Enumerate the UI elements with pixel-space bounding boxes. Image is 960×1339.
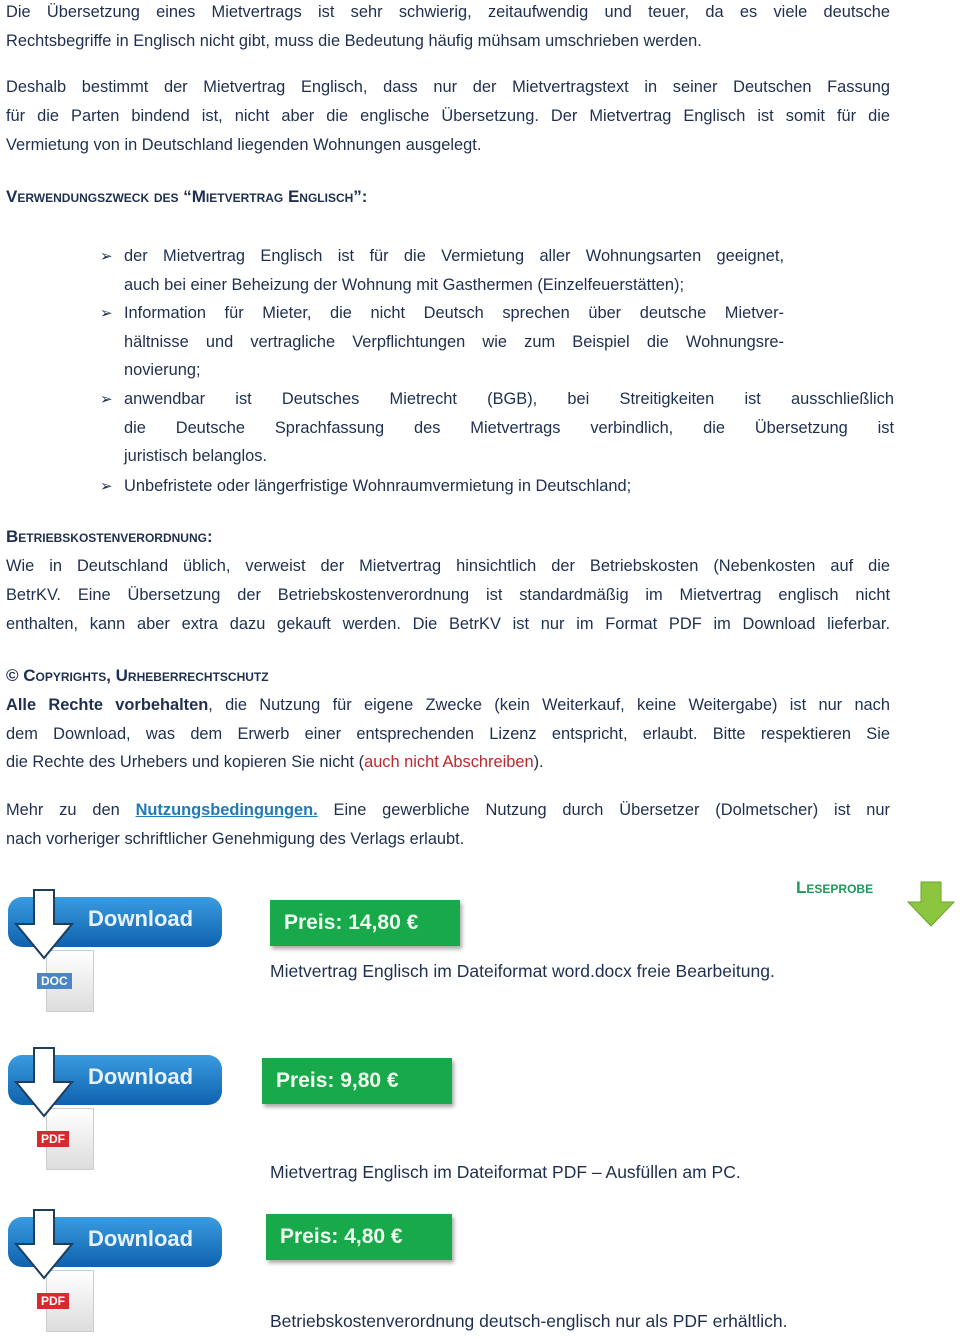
- green-down-arrow-icon[interactable]: [906, 880, 956, 928]
- download-caption: Mietvertrag Englisch im Dateiformat word.docx freie Bearbeitung.: [270, 961, 775, 981]
- download-caption: Betriebskostenverordnung deutsch-englisch nur als PDF erhältlich.: [270, 1311, 788, 1331]
- pdf-file-icon: PDF: [46, 1270, 94, 1332]
- rights-bold: Alle Rechte vorbehalten: [6, 696, 209, 714]
- rights-line-3: die Rechte des Urhebers und kopieren Sie nicht (auch nicht Abschreiben).: [6, 753, 544, 771]
- download-arrow-icon: [14, 1046, 76, 1118]
- bullet-arrow-icon: ➢: [100, 248, 113, 265]
- bullet-line: Information für Mieter, die nicht Deutsch sprechen über deutsche Mietver-: [124, 304, 784, 322]
- bullet-arrow-icon: ➢: [100, 305, 113, 322]
- betrkv-line: Wie in Deutschland üblich, verweist der Mietvertrag hinsichtlich der Betriebskosten (Nebenkosten auf die: [6, 557, 890, 575]
- betrkv-line: BetrKV. Eine Übersetzung der Betriebskostenverordnung ist standardmäßig im Mietvertrag englisch nicht: [6, 586, 890, 604]
- paragraph-line: Deshalb bestimmt der Mietvertrag Englisch, dass nur der Mietvertragstext in seiner Deutschen Fassung: [6, 78, 890, 96]
- price-badge[interactable]: Preis: 4,80 €: [266, 1214, 452, 1260]
- copyright-heading: © Copyrights, Urheberrechtschutz: [6, 666, 269, 685]
- betrkv-line: enthalten, kann aber extra dazu gekauft werden. Die BetrKV ist nur im Format PDF im Download lieferbar.: [6, 615, 890, 633]
- terms-line-2: nach vorheriger schriftlicher Genehmigung des Verlags erlaubt.: [6, 830, 465, 848]
- bullet-line: der Mietvertrag Englisch ist für die Vermietung aller Wohnungsarten geeignet,: [124, 247, 784, 265]
- warning-text: auch nicht Abschreiben: [364, 753, 534, 771]
- price-badge[interactable]: Preis: 9,80 €: [262, 1058, 452, 1104]
- download-button[interactable]: Download: [8, 1055, 222, 1105]
- betrkv-heading: Betriebskostenverordnung:: [6, 527, 213, 546]
- paragraph-line: für die Parten bindend ist, nicht aber die englische Übersetzung. Der Mietvertrag Englisch ist somit für die: [6, 107, 890, 125]
- intro-line: Rechtsbegriffe in Englisch nicht gibt, muss die Bedeutung häufig mühsam umschrieben werden.: [6, 32, 702, 50]
- bullet-arrow-icon: ➢: [100, 391, 113, 408]
- rights-line-2: dem Download, was dem Erwerb einer entsprechenden Lizenz entspricht, erlaubt. Bitte respektieren Sie: [6, 725, 890, 743]
- doc-file-icon: DOC: [46, 950, 94, 1012]
- download-caption: Mietvertrag Englisch im Dateiformat PDF – Ausfüllen am PC.: [270, 1162, 741, 1182]
- bullet-line: Unbefristete oder längerfristige Wohnraumvermietung in Deutschland;: [124, 477, 632, 495]
- bullet-line: anwendbar ist Deutsches Mietrecht (BGB), bei Streitigkeiten ist ausschließlich: [124, 390, 894, 408]
- paragraph-line: Vermietung von in Deutschland liegenden Wohnungen ausgelegt.: [6, 136, 482, 154]
- price-badge[interactable]: Preis: 14,80 €: [270, 900, 460, 946]
- bullet-line: hältnisse und vertragliche Verpflichtungen wie zum Beispiel die Wohnungsre-: [124, 332, 784, 351]
- bullet-line: novierung;: [124, 361, 201, 380]
- bullet-line: juristisch belanglos.: [124, 447, 268, 466]
- intro-line: Die Übersetzung eines Mietvertrags ist sehr schwierig, zeitaufwendig und teuer, da es viele deutsche: [6, 3, 890, 21]
- leseprobe-link[interactable]: Leseprobe: [796, 878, 874, 897]
- terms-link[interactable]: Nutzungsbedingungen.: [135, 801, 318, 819]
- download-button[interactable]: Download: [8, 897, 222, 947]
- download-button[interactable]: Download: [8, 1217, 222, 1267]
- download-arrow-icon: [14, 1208, 76, 1280]
- bullet-line: auch bei einer Beheizung der Wohnung mit Gasthermen (Einzelfeuerstätten);: [124, 275, 685, 294]
- rights-line-1: Alle Rechte vorbehalten, die Nutzung für eigene Zwecke (kein Weiterkauf, keine Weitergabe) ist nur nach: [6, 696, 890, 714]
- download-arrow-icon: [14, 888, 76, 960]
- bullet-line: die Deutsche Sprachfassung des Mietvertrags verbindlich, die Übersetzung ist: [124, 418, 894, 437]
- bullet-arrow-icon: ➢: [100, 478, 113, 495]
- pdf-file-icon: PDF: [46, 1108, 94, 1170]
- terms-line-1: Mehr zu den Nutzungsbedingungen. Eine gewerbliche Nutzung durch Übersetzer (Dolmetscher) ist nur: [6, 801, 890, 819]
- purpose-heading: Verwendungszweck des “Mietvertrag Englisch”:: [6, 187, 368, 206]
